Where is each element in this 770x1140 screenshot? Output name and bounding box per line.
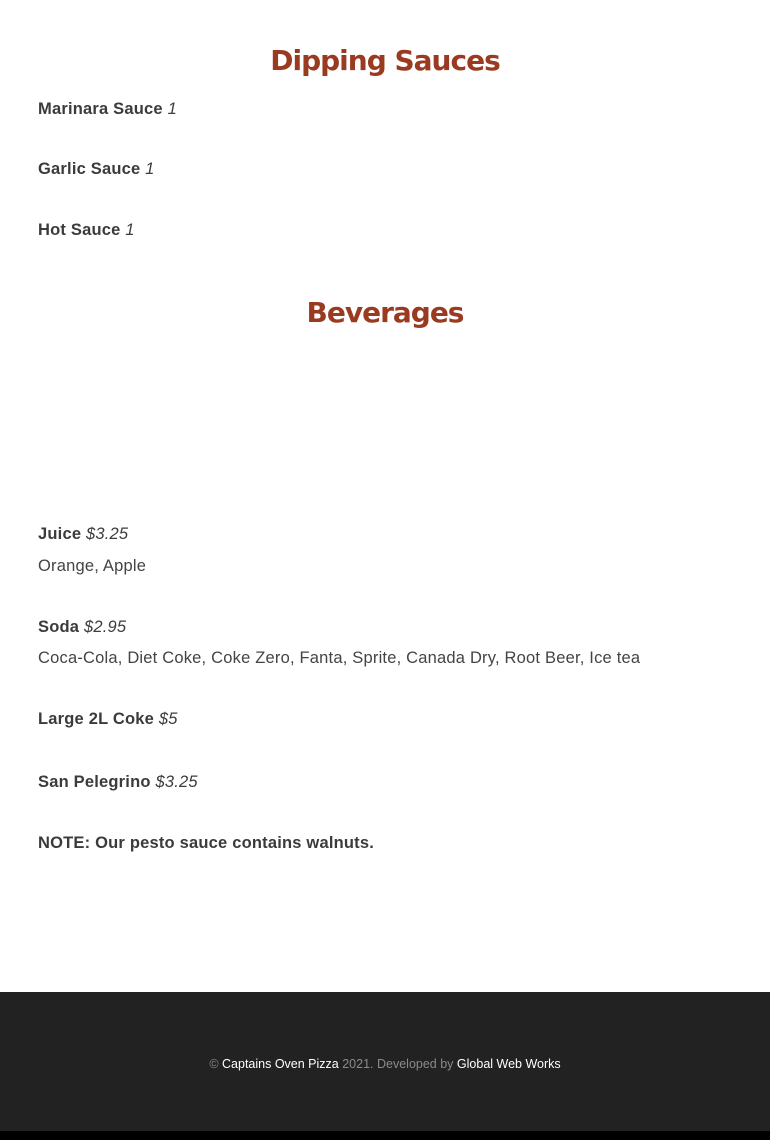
item-name: Garlic Sauce: [38, 160, 141, 178]
site-footer: [0, 992, 770, 1131]
footer-credits: [0, 1057, 770, 1071]
item-description: Coca-Cola, Diet Coke, Coke Zero, Fanta, Sprite, Canada Dry, Root Beer, Ice tea: [38, 649, 641, 667]
menu-item: [38, 160, 155, 179]
menu-item: [38, 773, 198, 792]
allergy-note: NOTE: Our pesto sauce contains walnuts.: [38, 834, 375, 852]
bottom-bar: [0, 1131, 770, 1140]
dipping-sauces-heading: Dipping Sauces: [270, 44, 500, 77]
beverages-heading: Beverages: [306, 296, 464, 329]
site-link[interactable]: Captains Oven Pizza: [222, 1057, 339, 1071]
item-price: $3.25: [86, 525, 129, 543]
item-name: San Pelegrino: [38, 773, 151, 791]
item-description: Orange, Apple: [38, 557, 147, 575]
copyright-symbol: ©: [209, 1057, 219, 1071]
item-name: Juice: [38, 525, 82, 543]
developer-link[interactable]: Global Web Works: [456, 1057, 561, 1071]
item-name: Marinara Sauce: [38, 100, 163, 118]
menu-item: [38, 710, 178, 729]
item-price: 1: [125, 221, 135, 239]
item-price: $3.25: [155, 773, 198, 791]
menu-item: [38, 221, 135, 240]
item-price: 1: [167, 100, 177, 118]
item-name: Large 2L Coke: [38, 710, 155, 728]
item-name: Soda: [38, 618, 80, 636]
menu-item: [38, 618, 126, 637]
item-price: 1: [145, 160, 155, 178]
item-price: $5: [158, 710, 178, 728]
menu-item: [38, 525, 128, 544]
item-price: $2.95: [83, 618, 127, 636]
footer-developed-text: 2021. Developed by: [342, 1057, 454, 1071]
menu-item: [38, 100, 177, 119]
item-name: Hot Sauce: [38, 221, 121, 239]
